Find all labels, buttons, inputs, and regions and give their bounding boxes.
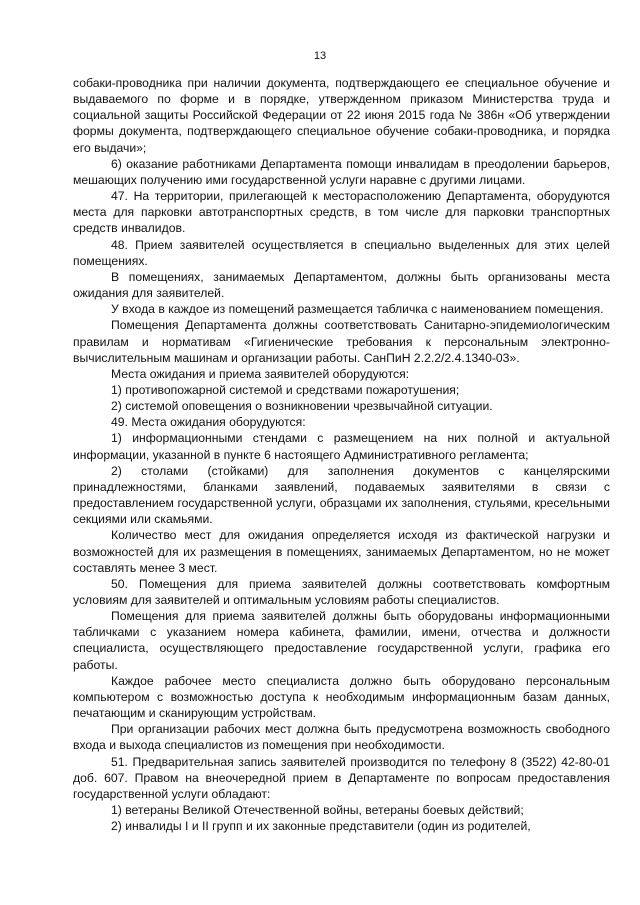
paragraph: 48. Прием заявителей осуществляется в специально выделенных для этих целей помещениях.: [73, 237, 610, 268]
paragraph: 50. Помещения для приема заявителей должны соответствовать комфортным условиям для заявителей и оптимальным условиям работы специалистов.: [73, 576, 610, 607]
paragraph: 2) системой оповещения о возникновении чрезвычайной ситуации.: [111, 399, 493, 414]
paragraph: 1) информационными стендами с размещением на них полной и актуальной информации, указанной в пункте 6 настоящего Административного регламента;: [73, 431, 610, 462]
paragraph: В помещениях, занимаемых Департаментом, должны быть организованы места ожидания для заявителей.: [73, 269, 610, 301]
paragraph: 6) оказание работниками Департамента помощи инвалидам в преодолении барьеров, мешающих получению ими государственной услуги наравне с другими лицами.: [73, 156, 610, 187]
paragraph: 1) ветераны Великой Отечественной войны, ветераны боевых действий;: [111, 803, 524, 818]
paragraph: 47. На территории, прилегающей к месторасположению Департамента, оборудуются места для парковки автотранспортных средств, в том числе для парковки транспортных средств инвалидов.: [73, 189, 610, 236]
paragraph: Места ожидания и приема заявителей оборудуются:: [111, 366, 410, 381]
paragraph: У входа в каждое из помещений размещается табличка с наименованием помещения.: [111, 302, 604, 317]
paragraph: При организации рабочих мест должна быть предусмотрена возможность свободного входа и выхода специалистов из помещения при необходимости.: [73, 722, 610, 753]
paragraph: 2) инвалиды I и II групп и их законные представители (один из родителей,: [111, 819, 531, 834]
paragraph: собаки-проводника при наличии документа, подтверждающего ее специальное обучение и выдаваемого по форме и в порядке, утвержденном приказом Министерства труда и социальной защиты Российской Федерации от 22 июня 2015 года № 386н «Об утверждении формы документа, подтверждающего специальное обучение собаки-проводника, и порядка его выдачи»;: [73, 76, 610, 155]
paragraph: 2) столами (стойками) для заполнения документов с канцелярскими принадлежностями, бланками заявлений, подаваемых заявителями в связи с предоставлением государственной услуги, образцами их заполнения, стульями, кресельными секциями или скамьями.: [73, 463, 610, 527]
paragraph: 49. Места ожидания оборудуются:: [111, 415, 306, 430]
page-number: 13: [313, 50, 327, 62]
document-body: [73, 75, 610, 834]
paragraph: Количество мест для ожидания определяется исходя из фактической нагрузки и возможностей для их размещения в помещениях, занимаемых Департаментом, но не может составлять менее 3 мест.: [73, 528, 610, 575]
paragraph: Помещения Департамента должны соответствовать Санитарно-эпидемиологическим правилам и нормативам «Гигиенические требования к персональным электронно-вычислительным машинам и организации работы. СанПиН 2.2.2/2.4.1340-03».: [73, 318, 610, 365]
paragraph: Каждое рабочее место специалиста должно быть оборудовано персональным компьютером с возможностью доступа к необходимым информационным базам данных, печатающим и сканирующим устройствам.: [73, 673, 610, 721]
paragraph: 1) противопожарной системой и средствами пожаротушения;: [111, 382, 460, 397]
paragraph: 51. Предварительная запись заявителей производится по телефону 8 (3522) 42-80-01 доб. 607. Правом на внеочередной прием в Департаменте по вопросам предоставления государственной услуги обладают:: [73, 754, 610, 801]
paragraph: Помещения для приема заявителей должны быть оборудованы информационными табличками с указанием номера кабинета, фамилии, имени, отчества и должности специалиста, осуществляющего предоставление государственной услуги, графика его работы.: [73, 609, 610, 672]
